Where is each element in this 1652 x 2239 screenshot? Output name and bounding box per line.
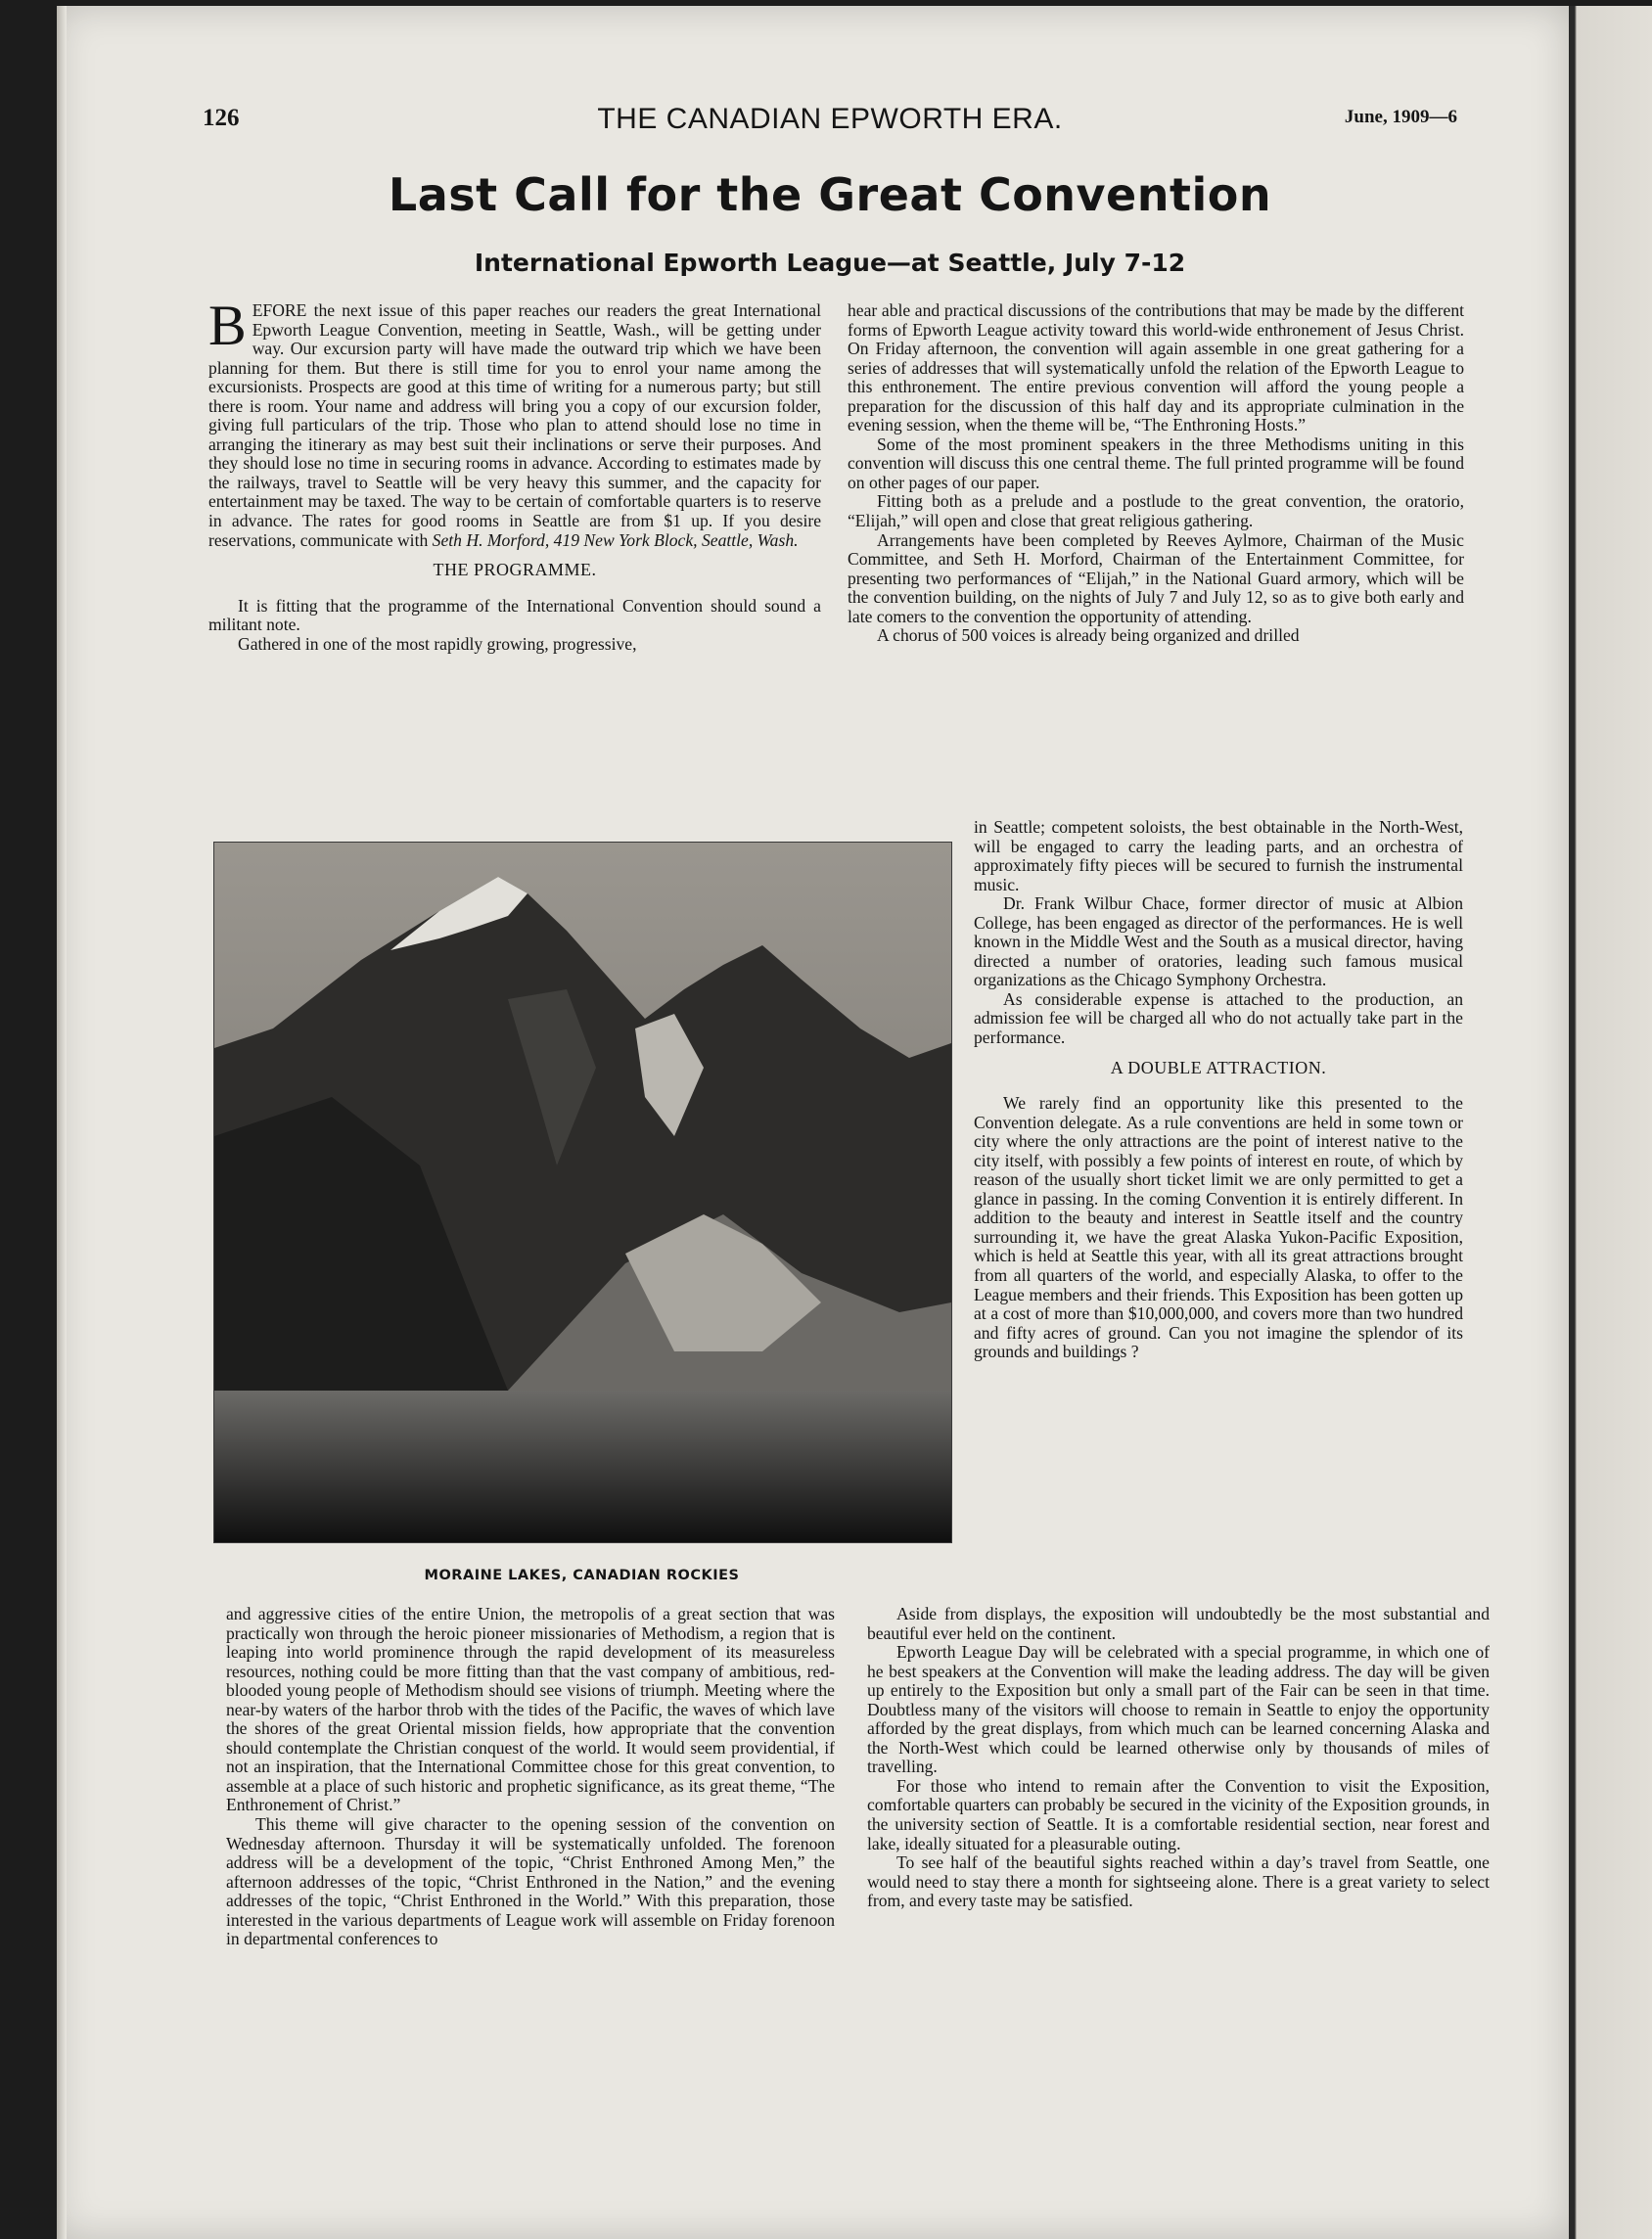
paragraph: hear able and practical discussions of the contributions that may be made by the different forms of Epworth League activity toward this world-wide enthronement of Jesus Christ. On Friday afternoon, the convention will again assemble in one great gathering for a series of addresses that will systematically unfold the relation of the Epworth League to this enthronement. The entire previous convention will afford the young people a preparation for the discussion of this half day and its appropriate culmination in the evening session, when the theme will be, “The Enthroning Hosts.”	[848, 300, 1464, 435]
article-headline: Last Call for the Great Convention	[388, 168, 1272, 221]
issue-date: June, 1909—6	[1344, 107, 1457, 127]
paragraph: Gathered in one of the most rapidly growing, progressive,	[238, 633, 637, 654]
photo-caption: MORAINE LAKES, CANADIAN ROCKIES	[424, 1568, 740, 1583]
facing-page-edge	[1569, 6, 1652, 2239]
column-right-bottom	[867, 1605, 1490, 1911]
paragraph: We rarely find an opportunity like this presented to the Convention delegate. As a rule conventions are held in some town or city where the only attractions are the point of interest native to the city itself, with possibly a few points of interest en route, of which by reason of the usually short ticket limit we are only permitted to get a glance in passing. In the coming Convention it is entirely different. In addition to the beauty and interest in Seattle itself and the country surrounding it, we have the great Alaska Yukon-Pacific Exposition, which is held at Seattle this year, with all its great attractions brought from all quarters of the world, and especially Alaska, to offer to the League members and their friends. This Exposition has been gotten up at a cost of more than $10,000,000, and covers more than two hundred and fifty acres of ground. Can you not imagine the splendor of its grounds and buildings ?	[974, 1093, 1463, 1362]
column-right-top	[848, 301, 1464, 646]
paragraph: Arrangements have been completed by Reeves Aylmore, Chairman of the Music Committee, and Seth H. Morford, Chairman of the Entertainment Committee, for presenting two performances of “Elijah,” in the National Guard armory, which will be the convention building, on the nights of July 7 and July 12, so as to give both early and late comers to the convention the opportunity of attending.	[848, 529, 1464, 626]
drop-cap: B	[208, 294, 247, 357]
paragraph: To see half of the beautiful sights reached within a day’s travel from Seattle, one would need to stay there a month for sightseeing alone. There is a great variety to select from, and every taste may be satisfied.	[867, 1852, 1490, 1911]
paragraph: It is fitting that the programme of the International Convention should sound a militant note.	[208, 595, 821, 635]
running-header	[203, 103, 1457, 142]
paragraph: This theme will give character to the opening session of the convention on Wednesday afternoon. Thursday it will be systematically unfolded. The forenoon address will be a development of the topic, “Christ Enthroned Among Men,” the afternoon addresses of the topic, “Christ Enthroned in the Nation,” and the evening addresses of the topic, “Christ Enthroned in the World.” With this preparation, those interested in the various departments of League work will assemble on Friday forenoon in departmental conferences to	[226, 1814, 835, 1949]
column-left-bottom	[226, 1605, 835, 1949]
page-number: 126	[203, 105, 240, 131]
column-right-indented	[974, 818, 1463, 1362]
article-subheadline: International Epworth League—at Seattle, July 7-12	[474, 249, 1186, 277]
paragraph: Fitting both as a prelude and a postlude to the great convention, the oratorio, “Elijah,” will open and close that great religious gathering.	[848, 491, 1464, 531]
paragraph-intro-text: EFORE the next issue of this paper reaches our readers the great International Epworth League Convention, meeting in Seattle, Wash., will be getting under way. Our excursion party will have made the outward trip which we have been planning for them. But there is still time for you to enrol your name among the excursionists. Prospects are good at this time of writing for a numerous party; but still there is room. Your name and address will bring you a copy of our excursion folder, giving full particulars of the trip. Those who plan to attend should lose no time in arranging the itinerary as may best suit their inclinations or serve their purposes. And they should lose no time in securing rooms in advance. According to estimates made by the railways, travel to Seattle will be very heavy this summer, and the capacity for entertainment may be taxed. The way to be certain of comfortable quarters is to reserve in advance. The rates for good rooms in Seattle are from $1 up. If you desire reservations, communicate with	[208, 300, 821, 550]
section-heading-programme: THE PROGRAMME.	[433, 560, 597, 580]
journal-title: THE CANADIAN EPWORTH ERA.	[597, 103, 1063, 135]
paragraph: Dr. Frank Wilbur Chace, former director of music at Albion College, has been engaged as director of the performances. He is well known in the Middle West and the South as a musical director, having directed a number of oratories, leading such famous musical organizations as the Chicago Symphony Orchestra.	[974, 893, 1463, 990]
paragraph: in Seattle; competent soloists, the best obtainable in the North-West, will be engaged to carry the leading parts, and an orchestra of approximately fifty pieces will be secured to furnish the instrumental music.	[974, 817, 1463, 894]
photo-illustration	[214, 843, 951, 1542]
paragraph: A chorus of 500 voices is already being organized and drilled	[877, 625, 1300, 646]
column-left-top	[208, 294, 821, 654]
paragraph-intro	[208, 294, 821, 550]
section-heading-double-attraction: A DOUBLE ATTRACTION.	[1110, 1057, 1327, 1077]
mountain-lake-photo	[213, 842, 952, 1543]
paragraph: Aside from displays, the exposition will undoubtedly be the most substantial and beautiful ever held on the continent.	[867, 1604, 1490, 1643]
page-edge	[57, 6, 67, 2239]
paragraph: Epworth League Day will be celebrated with a special programme, in which one of he best speakers at the Convention will make the leading address. The day will be given up entirely to the Exposition but only a small part of the Fair can be seen in that time. Doubtless many of the visitors will choose to remain in Seattle to enjoy the opportunity afforded by the great displays, from which much can be learned concerning Alaska and the North-West which could be learned otherwise only by thousands of miles of travelling.	[867, 1642, 1490, 1777]
paragraph: and aggressive cities of the entire Union, the metropolis of a great section that was practically won through the heroic pioneer missionaries of Methodism, a region that is leaping into world prominence through the rapid development of its measureless resources, nothing could be more fitting than that the vast company of ambitious, red-blooded young people of Methodism should see visions of triumph. Meeting where the near-by waters of the harbor throb with the tides of the Pacific, the waves of which lave the shores of the great Oriental mission fields, how appropriate that the convention should contemplate the Christian conquest of the world. It would seem providential, if not an inspiration, that the International Committee chose for this great convention, to assemble at a place of such historic and prophetic significance, as its great theme, “The Enthronement of Christ.”	[226, 1604, 835, 1815]
contact-address: Seth H. Morford, 419 New York Block, Seattle, Wash.	[432, 529, 799, 550]
paragraph: For those who intend to remain after the Convention to visit the Exposition, comfortable quarters can probably be secured in the vicinity of the Exposition grounds, in the university section of Seattle. It is a comfortable residential section, near forest and lake, ideally situated for a pleasurable outing.	[867, 1775, 1490, 1853]
paragraph: Some of the most prominent speakers in the three Methodisms uniting in this convention will discuss this one central theme. The full printed programme will be found on other pages of our paper.	[848, 434, 1464, 492]
paragraph: As considerable expense is attached to the production, an admission fee will be charged all who do not actually take part in the performance.	[974, 988, 1463, 1048]
